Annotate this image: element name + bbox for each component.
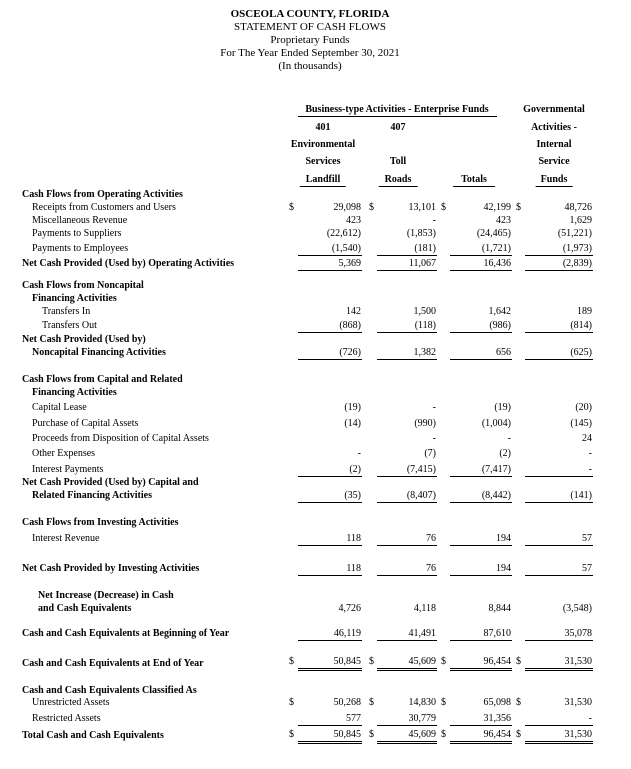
row-label: Payments to Employees — [32, 243, 129, 254]
gov-header-line2: Activities - — [531, 122, 577, 133]
value-cell: 13,101 — [408, 202, 436, 213]
dollar-sign: $ — [441, 656, 446, 667]
value-cell: 48,726 — [564, 202, 592, 213]
value-cell: 30,779 — [408, 713, 436, 724]
value-cell: - — [357, 448, 361, 459]
bta-header: Business-type Activities - Enterprise Funds — [305, 104, 489, 115]
row-label: Purchase of Capital Assets — [32, 418, 139, 429]
underline — [525, 670, 593, 671]
value-cell: 50,845 — [333, 729, 361, 740]
value-cell: (7) — [424, 448, 436, 459]
underline — [525, 545, 593, 546]
row-label: Receipts from Customers and Users — [32, 202, 176, 213]
value-cell: (1,973) — [562, 243, 592, 254]
underline — [525, 743, 593, 744]
row-label: Capital Lease — [32, 402, 87, 413]
value-cell: - — [432, 402, 436, 413]
row-label: Net Cash Provided (Used by) Operating Activities — [22, 258, 235, 269]
value-cell: 31,530 — [564, 697, 592, 708]
value-cell: - — [588, 713, 592, 724]
value-cell: (1,004) — [481, 418, 511, 429]
row-label: Other Expenses — [32, 448, 96, 459]
value-cell: 50,268 — [333, 697, 361, 708]
underline — [298, 502, 362, 503]
value-cell: 76 — [426, 533, 436, 544]
underline — [377, 743, 437, 744]
value-cell: 35,078 — [564, 628, 592, 639]
value-cell: 118 — [346, 533, 361, 544]
dollar-sign: $ — [369, 697, 374, 708]
dollar-sign: $ — [289, 656, 294, 667]
value-cell: (990) — [414, 418, 436, 429]
value-cell: (8,407) — [406, 490, 436, 501]
underline — [450, 743, 512, 744]
statement-title: STATEMENT OF CASH FLOWS — [233, 21, 387, 33]
underline — [377, 725, 437, 726]
underline — [377, 502, 437, 503]
dollar-sign: $ — [516, 202, 521, 213]
underline — [298, 359, 362, 360]
underline — [298, 255, 362, 256]
row-label: Noncapital Financing Activities — [32, 347, 166, 358]
value-cell: (2,839) — [562, 258, 592, 269]
value-cell: 189 — [577, 306, 592, 317]
value-cell: 76 — [426, 563, 436, 574]
row-label: Cash and Cash Equivalents at Beginning of Year — [22, 628, 230, 639]
value-cell: (181) — [414, 243, 436, 254]
value-cell: 45,609 — [408, 729, 436, 740]
underline — [377, 575, 437, 576]
row-label: and Cash Equivalents — [38, 603, 132, 614]
value-cell: (868) — [339, 320, 361, 331]
value-cell: (22,612) — [326, 228, 361, 239]
underline — [298, 741, 362, 742]
env-header-line1: Environmental — [290, 139, 356, 150]
underline — [377, 640, 437, 641]
underline — [525, 476, 593, 477]
capital-section-heading: Financing Activities — [32, 387, 117, 398]
underline — [525, 502, 593, 503]
value-cell: (726) — [339, 347, 361, 358]
dollar-sign: $ — [289, 729, 294, 740]
gov-header-line1: Governmental — [523, 104, 585, 115]
value-cell: 31,356 — [483, 713, 511, 724]
value-cell: 16,436 — [483, 258, 511, 269]
row-label: Payments to Suppliers — [32, 228, 122, 239]
value-cell: 87,610 — [483, 628, 511, 639]
underline — [450, 670, 512, 671]
value-cell: 50,845 — [333, 656, 361, 667]
toll-header-line2: Roads — [379, 174, 418, 187]
totals-header: Totals — [453, 174, 495, 187]
env-header-line2: Services — [305, 156, 341, 167]
value-cell: 1,382 — [413, 347, 436, 358]
gov-header-line4: Service — [538, 156, 570, 167]
row-label: Net Increase (Decrease) in Cash — [38, 590, 174, 601]
value-cell: (20) — [575, 402, 592, 413]
value-cell: 29,098 — [333, 202, 361, 213]
gov-header-line3: Internal — [536, 139, 572, 150]
value-cell: 4,726 — [338, 603, 361, 614]
dollar-sign: $ — [289, 202, 294, 213]
row-label: Interest Revenue — [32, 533, 100, 544]
value-cell: 656 — [496, 347, 511, 358]
noncapital-section-heading: Cash Flows from Noncapital — [22, 280, 144, 291]
underline — [298, 476, 362, 477]
value-cell: (3,548) — [562, 603, 592, 614]
value-cell: 14,830 — [408, 697, 436, 708]
value-cell: 4,118 — [413, 603, 436, 614]
underline — [377, 255, 437, 256]
value-cell: 1,629 — [569, 215, 592, 226]
classified-section-heading: Cash and Cash Equivalents Classified As — [22, 685, 197, 696]
row-label: Proceeds from Disposition of Capital Assets — [32, 433, 209, 444]
value-cell: 11,067 — [408, 258, 436, 269]
underline — [377, 270, 437, 271]
underline — [377, 545, 437, 546]
value-cell: (51,221) — [557, 228, 592, 239]
row-label: Total Cash and Cash Equivalents — [22, 730, 164, 741]
bta-rule — [298, 116, 497, 117]
underline — [377, 476, 437, 477]
value-cell: 65,098 — [483, 697, 511, 708]
row-label: Unrestricted Assets — [32, 697, 110, 708]
underline — [525, 575, 593, 576]
capital-section-heading: Cash Flows from Capital and Related — [22, 374, 183, 385]
underline — [525, 640, 593, 641]
row-label: Net Cash Provided by Investing Activities — [22, 563, 200, 574]
value-cell: (814) — [570, 320, 592, 331]
value-cell: (8,442) — [481, 490, 511, 501]
underline — [298, 545, 362, 546]
value-cell: 8,844 — [488, 603, 511, 614]
value-cell: (625) — [570, 347, 592, 358]
value-cell: 31,530 — [564, 729, 592, 740]
underline — [377, 668, 437, 669]
period-subtitle: For The Year Ended September 30, 2021 — [220, 47, 400, 59]
dollar-sign: $ — [441, 202, 446, 213]
underline — [525, 725, 593, 726]
dollar-sign: $ — [516, 729, 521, 740]
value-cell: 142 — [346, 306, 361, 317]
row-label: Net Cash Provided (Used by) Capital and — [22, 477, 199, 488]
underline — [450, 575, 512, 576]
value-cell: 96,454 — [483, 729, 511, 740]
value-cell: 1,500 — [413, 306, 436, 317]
underline — [377, 741, 437, 742]
underline — [298, 668, 362, 669]
row-label: Related Financing Activities — [32, 490, 152, 501]
value-cell: 423 — [346, 215, 361, 226]
value-cell: 45,609 — [408, 656, 436, 667]
value-cell: - — [432, 215, 436, 226]
value-cell: 31,530 — [564, 656, 592, 667]
value-cell: (7,417) — [481, 464, 511, 475]
underline — [450, 725, 512, 726]
funds-subtitle: Proprietary Funds — [270, 34, 350, 46]
underline — [298, 270, 362, 271]
value-cell: 5,369 — [338, 258, 361, 269]
value-cell: 57 — [582, 533, 592, 544]
value-cell: (986) — [489, 320, 511, 331]
underline — [298, 332, 362, 333]
fund-407: 407 — [390, 122, 406, 133]
underline — [450, 545, 512, 546]
value-cell: 118 — [346, 563, 361, 574]
underline — [298, 670, 362, 671]
dollar-sign: $ — [441, 697, 446, 708]
value-cell: (2) — [499, 448, 511, 459]
value-cell: - — [588, 464, 592, 475]
dollar-sign: $ — [369, 729, 374, 740]
row-label: Cash and Cash Equivalents at End of Year — [22, 658, 204, 669]
value-cell: 423 — [496, 215, 511, 226]
value-cell: 46,119 — [333, 628, 361, 639]
value-cell: (145) — [570, 418, 592, 429]
value-cell: (118) — [414, 320, 436, 331]
value-cell: (19) — [344, 402, 361, 413]
value-cell: (7,415) — [406, 464, 436, 475]
underline — [377, 670, 437, 671]
county-title: OSCEOLA COUNTY, FLORIDA — [230, 8, 390, 20]
gov-header-line5: Funds — [536, 174, 573, 187]
toll-header-line1: Toll — [389, 156, 407, 167]
value-cell: (19) — [494, 402, 511, 413]
value-cell: 194 — [496, 533, 511, 544]
underline — [298, 725, 362, 726]
value-cell: (2) — [349, 464, 361, 475]
underline — [450, 332, 512, 333]
value-cell: (1,853) — [406, 228, 436, 239]
fund-401: 401 — [315, 122, 331, 133]
value-cell: 41,491 — [408, 628, 436, 639]
underline — [450, 255, 512, 256]
row-label: Transfers In — [42, 306, 91, 317]
underline — [450, 270, 512, 271]
value-cell: (14) — [344, 418, 361, 429]
env-header-line3: Landfill — [300, 174, 346, 187]
value-cell: (1,721) — [481, 243, 511, 254]
value-cell: (141) — [570, 490, 592, 501]
value-cell: - — [588, 448, 592, 459]
dollar-sign: $ — [516, 656, 521, 667]
value-cell: 194 — [496, 563, 511, 574]
underline — [298, 640, 362, 641]
units-subtitle: (In thousands) — [278, 60, 342, 72]
underline — [525, 270, 593, 271]
underline — [298, 743, 362, 744]
row-label: Transfers Out — [42, 320, 97, 331]
investing-section-heading: Cash Flows from Investing Activities — [22, 517, 179, 528]
underline — [450, 741, 512, 742]
underline — [525, 255, 593, 256]
dollar-sign: $ — [516, 697, 521, 708]
underline — [525, 359, 593, 360]
value-cell: 96,454 — [483, 656, 511, 667]
dollar-sign: $ — [369, 202, 374, 213]
underline — [450, 359, 512, 360]
operating-section-heading: Cash Flows from Operating Activities — [22, 189, 183, 200]
value-cell: 24 — [582, 433, 592, 444]
row-label: Restricted Assets — [32, 713, 101, 724]
underline — [525, 741, 593, 742]
underline — [450, 476, 512, 477]
dollar-sign: $ — [369, 656, 374, 667]
underline — [450, 502, 512, 503]
value-cell: 57 — [582, 563, 592, 574]
underline — [450, 640, 512, 641]
underline — [377, 332, 437, 333]
underline — [298, 575, 362, 576]
dollar-sign: $ — [441, 729, 446, 740]
value-cell: 42,199 — [483, 202, 511, 213]
value-cell: 577 — [346, 713, 361, 724]
underline — [525, 668, 593, 669]
row-label: Net Cash Provided (Used by) — [22, 334, 146, 345]
value-cell: 1,642 — [488, 306, 511, 317]
noncapital-section-heading: Financing Activities — [32, 293, 117, 304]
value-cell: - — [507, 433, 511, 444]
value-cell: (1,540) — [331, 243, 361, 254]
underline — [450, 668, 512, 669]
value-cell: (35) — [344, 490, 361, 501]
value-cell: - — [432, 433, 436, 444]
row-label: Interest Payments — [32, 464, 104, 475]
row-label: Miscellaneous Revenue — [32, 215, 128, 226]
underline — [525, 332, 593, 333]
underline — [377, 359, 437, 360]
dollar-sign: $ — [289, 697, 294, 708]
value-cell: (24,465) — [476, 228, 511, 239]
